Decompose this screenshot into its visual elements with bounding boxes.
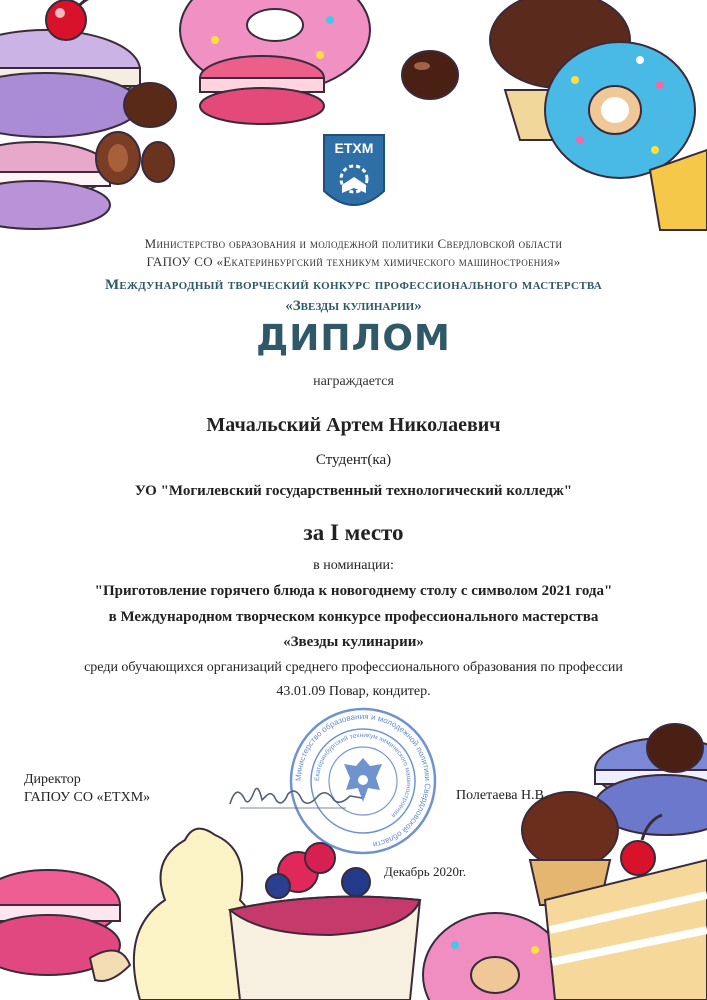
donut-icon — [545, 42, 695, 178]
recipient-organization: УО "Могилевский государственный технологический колледж" — [134, 483, 573, 499]
diploma-title: ДИПЛОМ — [256, 318, 451, 359]
award-place: за I место — [303, 520, 404, 545]
contest-name: «Звезды кулинарии» — [283, 634, 424, 650]
chocolate-candy-icon — [402, 51, 458, 99]
macaron-icon — [200, 56, 324, 124]
nomination-title: "Приготовление горячего блюда к новогоднему столу с символом 2021 года" — [94, 583, 613, 599]
cashew-icon — [90, 950, 130, 981]
macaron-icon — [0, 142, 110, 229]
profession-line: 43.01.09 Повар, кондитер. — [276, 684, 431, 699]
contest-title-line2: «Звезды кулинарии» — [285, 298, 422, 314]
contest-phrase: в Международном творческом конкурсе профессионального мастерства — [108, 609, 599, 625]
director-signature — [226, 778, 366, 818]
director-title: Директор — [24, 772, 81, 787]
issue-date: Декабрь 2020г. — [384, 864, 467, 879]
donut-icon — [423, 913, 567, 1000]
institution-line: ГАПОУ СО «Екатеринбургский техникум химического машиностроения» — [146, 254, 561, 269]
recipient-role: Студент(ка) — [315, 452, 392, 468]
director-institution: ГАПОУ СО «ЕТХМ» — [24, 790, 151, 805]
nomination-label: в номинации: — [313, 558, 394, 573]
stamp-inner-text: Екатеринбургский техникум химического машиностроения — [313, 731, 413, 819]
recipient-name: Мачальский Артем Николаевич — [206, 414, 501, 436]
macaron-icon — [0, 30, 140, 137]
signer-name: Полетаева Н.В. — [456, 788, 548, 803]
ministry-line: Министерство образования и молодежной политики Свердловской области — [144, 236, 563, 251]
stamp-outer-text: Министерство образования и молодежной политики Свердловской области — [293, 711, 433, 850]
contest-title-line1: Международный творческий конкурс профессионального мастерства — [104, 277, 603, 293]
awarded-label: награждается — [313, 374, 394, 389]
college-emblem-logo — [322, 133, 386, 219]
among-line: среди обучающихся организаций среднего профессионального образования по профессии — [84, 660, 623, 675]
chocolate-candy-icon — [647, 724, 703, 772]
emblem-text: ЕТХМ — [334, 140, 374, 156]
